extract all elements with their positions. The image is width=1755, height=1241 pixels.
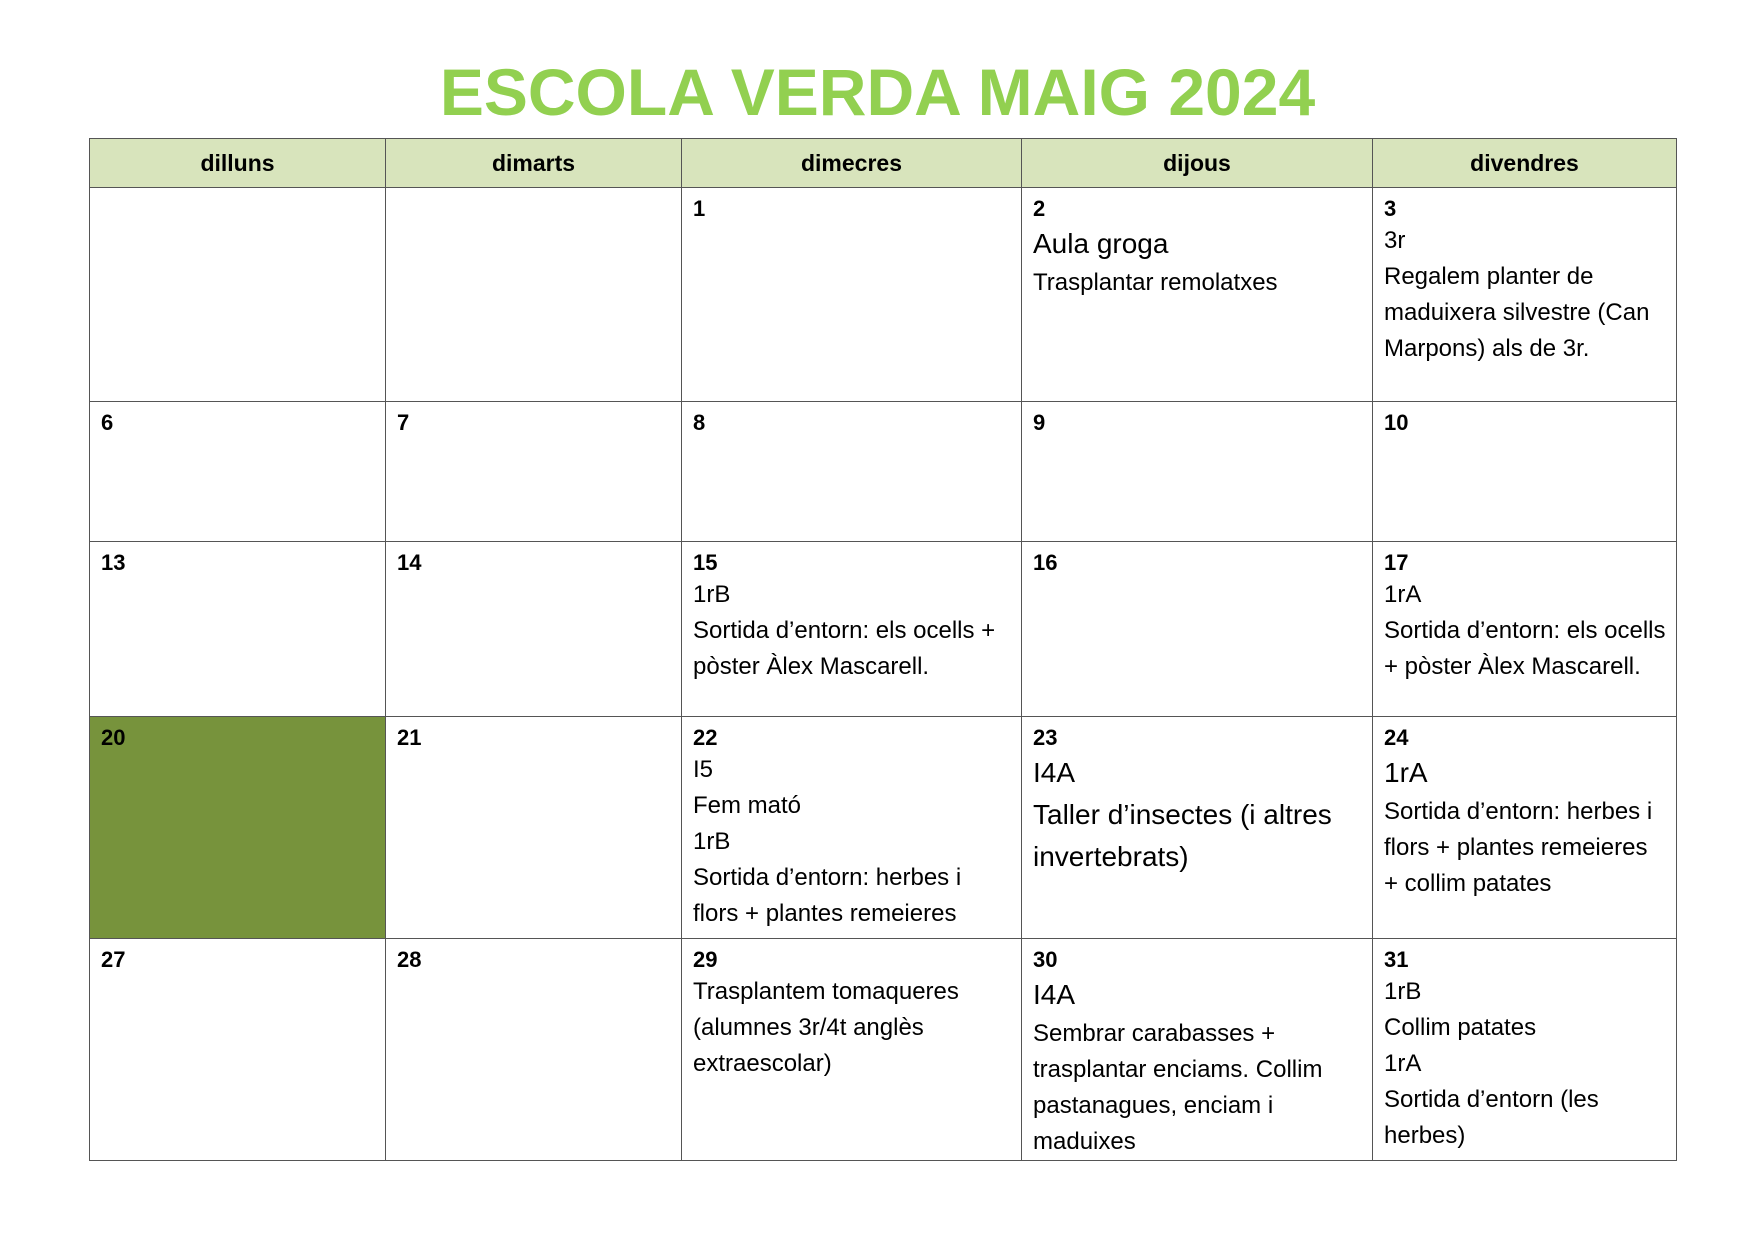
day-number: 10 — [1384, 410, 1409, 435]
calendar-day-cell — [682, 188, 1022, 402]
calendar-day-cell — [90, 717, 386, 939]
calendar-day-cell — [90, 939, 386, 1161]
event-text: Regalem planter de maduixera silvestre (Can Marpons) als de 3r. — [1384, 263, 1650, 362]
day-number: 3 — [1384, 196, 1397, 221]
page-title: ESCOLA VERDA MAIG 2024 — [439, 55, 1316, 129]
calendar-day-cell — [90, 542, 386, 717]
week-row — [90, 402, 1677, 542]
event-text: I5 — [693, 756, 714, 783]
event-text: Sortida d’entorn (les herbes) — [1384, 1086, 1599, 1149]
day-number: 14 — [397, 550, 422, 575]
calendar-day-cell — [386, 717, 682, 939]
day-number: 29 — [693, 947, 718, 972]
day-number: 15 — [693, 550, 718, 575]
calendar-day-cell — [90, 402, 386, 542]
event-text: Aula groga — [1033, 228, 1169, 259]
event-text: Trasplantem tomaqueres (alumnes 3r/4t anglès extraescolar) — [693, 978, 959, 1077]
calendar-day-cell — [386, 542, 682, 717]
calendar-day-cell — [1022, 188, 1373, 402]
day-number: 21 — [397, 725, 422, 750]
calendar-table — [89, 138, 1677, 1161]
calendar-day-cell — [1373, 188, 1677, 402]
event-text: Trasplantar remolatxes — [1033, 269, 1278, 296]
calendar-day-cell — [1022, 717, 1373, 939]
week-row — [90, 542, 1677, 717]
day-number: 8 — [693, 410, 706, 435]
calendar-day-cell — [90, 188, 386, 402]
day-number: 17 — [1384, 550, 1409, 575]
event-text: 1rA — [1384, 581, 1422, 608]
day-number: 23 — [1033, 725, 1058, 750]
event-text: I4A — [1033, 757, 1076, 788]
day-number: 27 — [101, 947, 126, 972]
event-text: Sortida d’entorn: herbes i flors + plantes remeieres — [693, 864, 962, 927]
day-number: 9 — [1033, 410, 1046, 435]
day-number: 20 — [101, 725, 126, 750]
event-text: Sortida d’entorn: els ocells + pòster Àlex Mascarell. — [1384, 617, 1666, 680]
event-text: 1rB — [693, 581, 731, 608]
day-number: 22 — [693, 725, 718, 750]
event-text: 1rA — [1384, 1050, 1422, 1077]
calendar-header-row — [90, 139, 1677, 188]
day-number: 28 — [397, 947, 422, 972]
calendar-day-cell — [1373, 939, 1677, 1161]
event-text: 1rB — [693, 828, 731, 855]
day-header-tuesday: dimarts — [386, 139, 682, 188]
event-text: 3r — [1384, 227, 1406, 254]
calendar-day-cell — [682, 542, 1022, 717]
calendar-day-cell — [386, 939, 682, 1161]
calendar-day-cell — [1373, 402, 1677, 542]
event-text: 1rB — [1384, 978, 1422, 1005]
day-header-friday: divendres — [1373, 139, 1677, 188]
calendar-day-cell — [1373, 542, 1677, 717]
day-number: 31 — [1384, 947, 1409, 972]
day-number: 24 — [1384, 725, 1409, 750]
event-text: Sembrar carabasses + trasplantar enciams. Collim pastanagues, enciam i maduixes — [1033, 1020, 1323, 1155]
event-text: Collim patates — [1384, 1014, 1537, 1041]
day-number: 13 — [101, 550, 126, 575]
calendar-day-cell — [386, 188, 682, 402]
day-number: 6 — [101, 410, 114, 435]
day-number: 30 — [1033, 947, 1058, 972]
event-text: Sortida d’entorn: herbes i flors + plantes remeieres + collim patates — [1384, 798, 1653, 897]
week-row — [90, 939, 1677, 1161]
calendar-day-cell — [1022, 939, 1373, 1161]
day-number: 1 — [693, 196, 706, 221]
event-text: I4A — [1033, 979, 1076, 1010]
day-number: 2 — [1033, 196, 1046, 221]
calendar-day-cell — [682, 939, 1022, 1161]
event-text: 1rA — [1384, 757, 1428, 788]
day-header-thursday: dijous — [1022, 139, 1373, 188]
event-text: Fem mató — [693, 792, 802, 819]
calendar-day-cell — [1373, 717, 1677, 939]
event-text: Sortida d’entorn: els ocells + pòster Àlex Mascarell. — [693, 617, 996, 680]
calendar-day-cell — [1022, 402, 1373, 542]
week-row — [90, 717, 1677, 939]
calendar-day-cell — [1022, 542, 1373, 717]
day-header-wednesday: dimecres — [682, 139, 1022, 188]
event-text: Taller d’insectes (i altres invertebrats) — [1033, 799, 1332, 872]
week-row — [90, 188, 1677, 402]
calendar-day-cell — [682, 402, 1022, 542]
calendar-day-cell — [386, 402, 682, 542]
day-header-monday: dilluns — [90, 139, 386, 188]
calendar-day-cell — [682, 717, 1022, 939]
day-number: 16 — [1033, 550, 1058, 575]
day-number: 7 — [397, 410, 410, 435]
